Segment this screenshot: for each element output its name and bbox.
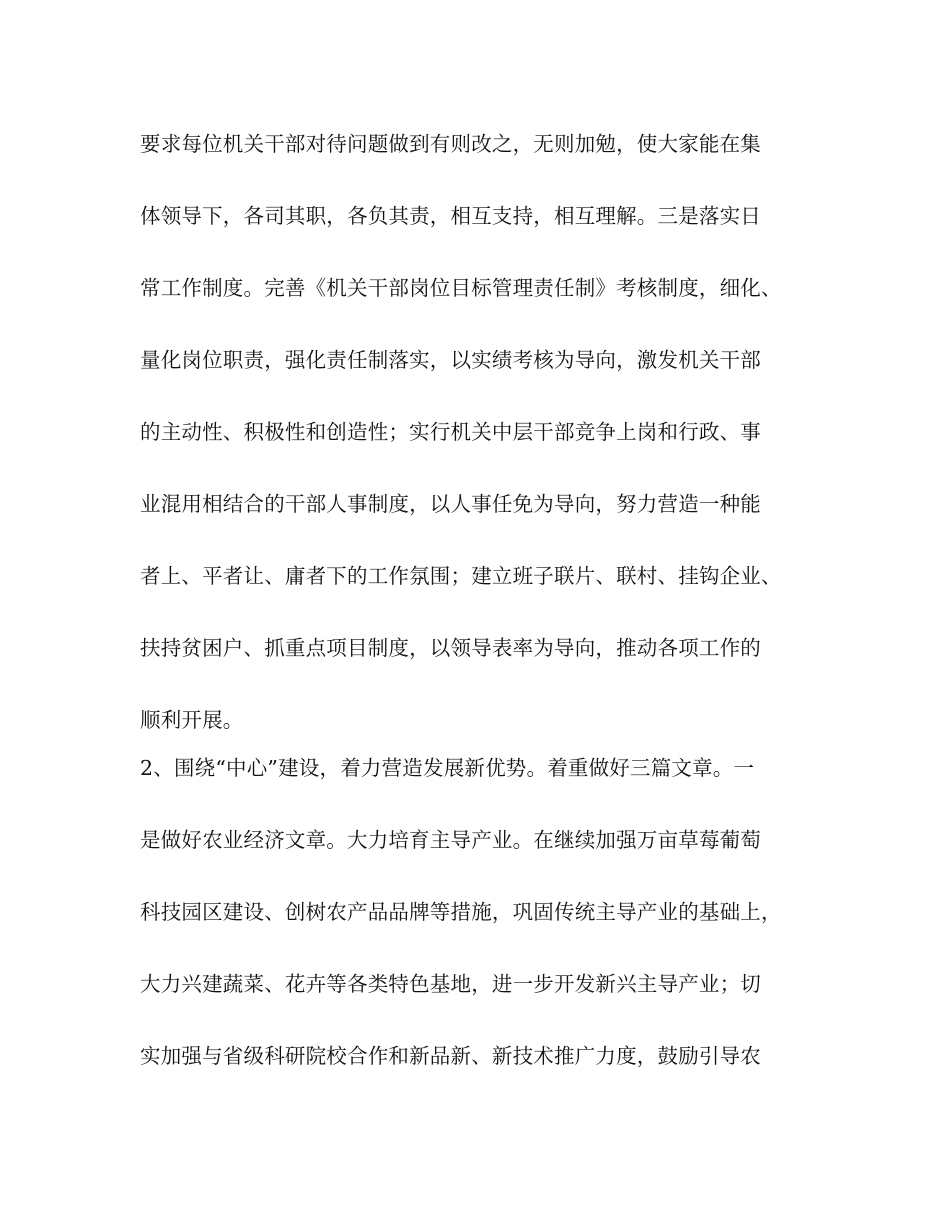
text-line: 大力兴建蔬菜、花卉等各类特色基地，进一步开发新兴主导产业；切 <box>140 972 761 996</box>
text-line: 是做好农业经济文章。大力培育主导产业。在继续加强万亩草莓葡萄 <box>140 828 761 852</box>
text-line: 的主动性、积极性和创造性；实行机关中层干部竞争上岗和行政、事 <box>140 420 761 444</box>
text-line: 扶持贫困户、抓重点项目制度，以领导表率为导向，推动各项工作的 <box>140 636 761 660</box>
text-line: 科技园区建设、创树农产品品牌等措施，巩固传统主导产业的基础上， <box>140 900 782 924</box>
text-line: 体领导下，各司其职，各负其责，相互支持，相互理解。三是落实日 <box>140 204 761 228</box>
text-line: 实加强与省级科研院校合作和新品新、新技术推广力度，鼓励引导农 <box>140 1044 761 1068</box>
text-line: 常工作制度。完善《机关干部岗位目标管理责任制》考核制度，细化、 <box>140 276 782 300</box>
text-line: 要求每位机关干部对待问题做到有则改之，无则加勉，使大家能在集 <box>140 132 761 156</box>
document-body <box>140 124 840 1108</box>
section-heading-line: 2、围绕“中心”建设，着力营造发展新优势。着重做好三篇文章。一 <box>140 756 755 780</box>
text-line: 者上、平者让、庸者下的工作氛围；建立班子联片、联村、挂钩企业、 <box>140 564 782 588</box>
text-line: 顺利开展。 <box>140 708 244 732</box>
text-line: 量化岗位职责，强化责任制落实，以实绩考核为导向，激发机关干部 <box>140 348 761 372</box>
text-line: 业混用相结合的干部人事制度，以人事任免为导向，努力营造一种能 <box>140 492 761 516</box>
